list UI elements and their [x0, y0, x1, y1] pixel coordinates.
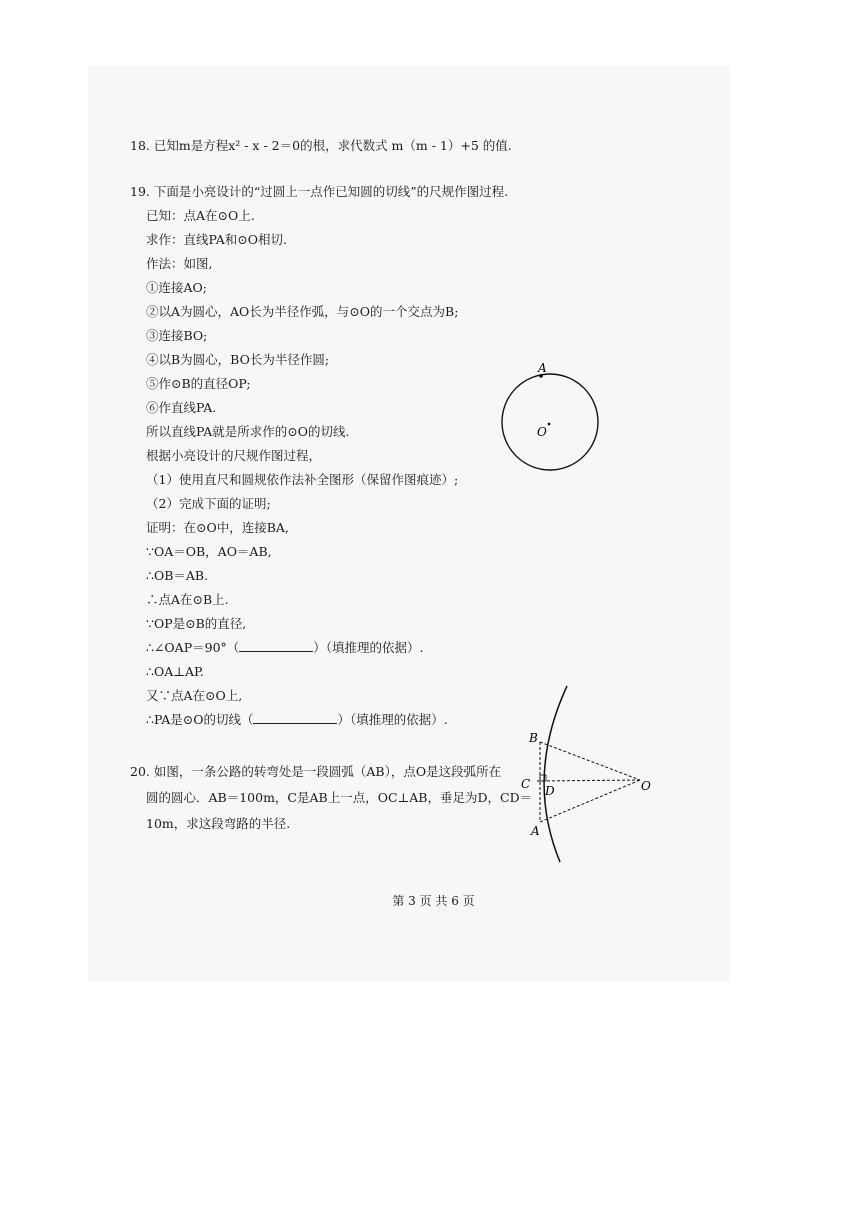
q19-angle-reason: ）（填推理的依据）. [313, 640, 424, 655]
q19-circle-figure [498, 362, 608, 480]
q19-proof-start: 证明：在⊙O中，连接BA, [146, 520, 289, 535]
label-c: C [521, 777, 531, 791]
segment-co [537, 780, 640, 781]
q19-tangent-text: ∴PA是⊙O的切线（ [146, 712, 254, 727]
page-footer: 第 3 页 共 6 页 [392, 894, 475, 908]
right-angle-mark [540, 775, 546, 781]
q19-step-6: ⑥作直线PA. [146, 400, 217, 415]
q19-again-line: 又∵点A在⊙O上, [146, 688, 243, 703]
q19-given: 已知：点A在⊙O上. [146, 208, 255, 223]
answer-blank-1[interactable] [239, 641, 313, 652]
q19-step-2: ②以A为圆心，AO长为半径作弧，与⊙O的一个交点为B; [146, 304, 459, 319]
question-18: 18. 已知m是方程x² - x - 2＝0的根，求代数式 m（m - 1）+5 的值. [130, 138, 512, 153]
question-19-title: 19. 下面是小亮设计的“过圆上一点作已知圆的切线”的尺规作图过程. [130, 184, 509, 199]
q19-according: 根据小亮设计的尺规作图过程， [146, 448, 322, 463]
label-b: B [529, 731, 538, 745]
label-o: O [641, 779, 651, 793]
answer-blank-2[interactable] [253, 713, 337, 724]
q19-part-1: （1）使用直尺和圆规依作法补全图形（保留作图痕迹）; [146, 472, 459, 487]
question-20-line-2: 圆的圆心．AB＝100m，C是AB上一点，OC⊥AB，垂足为D，CD＝ [146, 790, 533, 805]
question-20-line-3: 10m，求这段弯路的半径. [146, 816, 291, 831]
q19-method: 作法：如图, [146, 256, 213, 271]
q19-angle-line [146, 640, 424, 656]
q19-conclusion: 所以直线PA就是所求作的⊙O的切线. [146, 424, 350, 439]
label-a: A [538, 362, 547, 375]
label-a: A [531, 824, 540, 838]
segment-ao [540, 780, 640, 822]
q19-perp-line: ∴OA⊥AP. [146, 664, 204, 679]
road-arc [544, 686, 567, 862]
q19-proof-line-4: ∵OP是⊙B的直径, [146, 616, 247, 631]
point-o [548, 423, 551, 426]
segment-bo [540, 742, 640, 780]
q19-proof-line-3: ∴点A在⊙B上. [146, 592, 229, 607]
q19-step-1: ①连接AO; [146, 280, 207, 295]
q19-proof-line-2: ∴OB＝AB. [146, 568, 209, 583]
q19-angle-text: ∴∠OAP＝90°（ [146, 640, 240, 655]
q19-step-5: ⑤作⊙B的直径OP; [146, 376, 251, 391]
q19-step-3: ③连接BO; [146, 328, 208, 343]
q19-proof-line-1: ∵OA＝OB，AO＝AB, [146, 544, 272, 559]
q19-required: 求作：直线PA和⊙O相切. [146, 232, 287, 247]
label-o: O [537, 425, 547, 439]
q20-arc-figure [515, 682, 660, 867]
q19-step-4: ④以B为圆心，BO长为半径作圆; [146, 352, 330, 367]
q19-tangent-line [146, 712, 448, 728]
circle-o [502, 374, 598, 470]
q19-tangent-reason: ）（填推理的依据）. [337, 712, 448, 727]
label-d: D [545, 784, 555, 798]
question-20-line-1: 20. 如图，一条公路的转弯处是一段圆弧（AB），点O是这段弧所在 [130, 764, 502, 779]
q19-part-2: （2）完成下面的证明; [146, 496, 271, 511]
